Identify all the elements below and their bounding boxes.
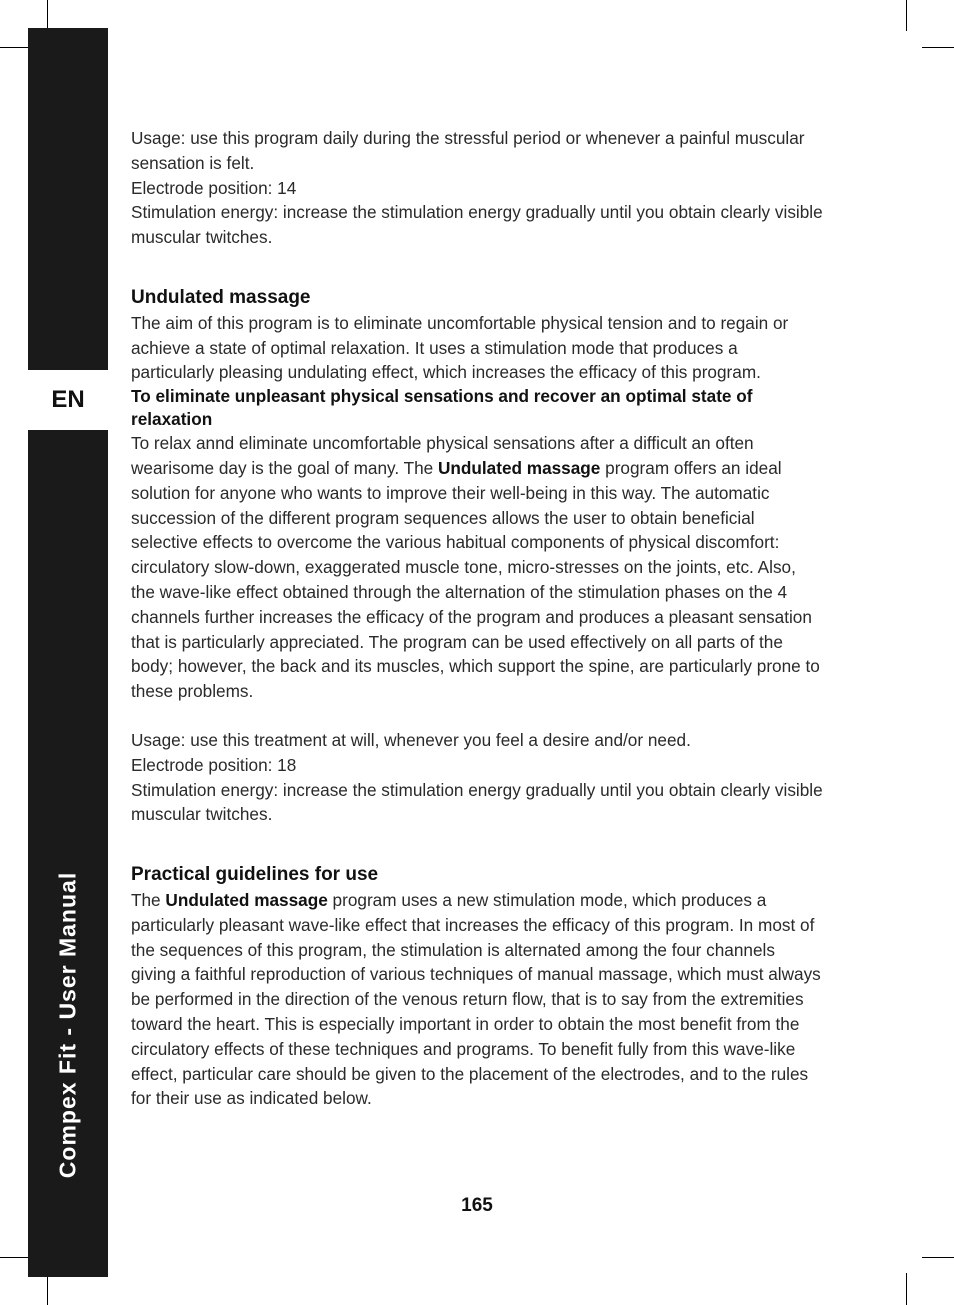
sidebar-top xyxy=(28,28,108,370)
intro-usage: Usage: use this program daily during the stressful period or whenever a painful muscular sensation is felt. xyxy=(131,128,805,173)
section-heading-undulated-massage: Undulated massage xyxy=(131,286,311,308)
undulated-stimulation-energy: Stimulation energy: increase the stimulation energy gradually until you obtain clearly visible muscular twitches. xyxy=(131,779,823,825)
undulated-body: To relax annd eliminate uncomfortable physical sensations after a difficult an often wearisome day is the goal of many. The Undulated massage program offers an ideal solution for anyone who wants to improve their well-being in this way. The automatic succession of the different program sequences allows the user to obtain beneficial selective effects to overcome the various habitual components of physical discomfort: circulatory slow-down, exaggerated muscle tone, micro-stresses on the joints, etc. Also, the wave-like effect obtained through the alternation of the stimulation phases on the 4 channels further increases the efficacy of the program and produces a pleasant sensation that is particularly appreciated. The program can be used effectively on all parts of the body; however, the back and its muscles, which support the spine, are particularly prone to these problems. xyxy=(131,433,820,702)
crop-mark xyxy=(922,1257,954,1258)
crop-mark xyxy=(906,0,907,31)
undulated-aim: The aim of this program is to eliminate uncomfortable physical tension and to regain or achieve a state of optimal relaxation. It uses a stimulation mode that produces a particularly pleasing undulating effect, which increases the efficacy of this program. xyxy=(131,312,789,383)
page-content xyxy=(131,126,823,1111)
crop-mark xyxy=(0,47,31,48)
manual-title: Compex Fit - User Manual xyxy=(54,871,81,1179)
intro-stimulation-energy: Stimulation energy: increase the stimulation energy gradually until you obtain clearly visible muscular twitches. xyxy=(131,202,823,248)
undulated-subheading: To eliminate unpleasant physical sensations and recover an optimal state of relaxation xyxy=(131,386,753,430)
undulated-usage: Usage: use this treatment at will, whenever you feel a desire and/or need. xyxy=(131,729,691,750)
undulated-electrode-position: Electrode position: 18 xyxy=(131,754,297,775)
program-name-bold: Undulated massage xyxy=(165,889,328,910)
section-heading-practical-guidelines: Practical guidelines for use xyxy=(131,864,379,886)
guidelines-body: The Undulated massage program uses a new stimulation mode, which produces a particularly pleasant wave-like effect that increases the efficacy of this program. In most of the sequences of this program, the stimulation is alternated among the four channels giving a faithful reproduction of various techniques of manual massage, which must always be performed in the direction of the venous return flow, that is to say from the extremities toward the heart. This is especially important in order to obtain the most benefit from the circulatory effects of these techniques and programs. To benefit fully from this wave-like effect, particular care should be given to the placement of the electrodes, and to the rules for their use as indicated below. xyxy=(131,889,821,1109)
crop-mark xyxy=(0,1257,31,1258)
page-number: 165 xyxy=(461,1195,493,1216)
program-name-bold: Undulated massage xyxy=(437,457,601,478)
language-tab: EN xyxy=(51,386,85,413)
crop-mark xyxy=(47,1273,48,1305)
crop-mark xyxy=(922,47,954,48)
crop-mark xyxy=(47,0,48,31)
crop-mark xyxy=(906,1273,907,1305)
intro-electrode-position: Electrode position: 14 xyxy=(131,177,297,198)
